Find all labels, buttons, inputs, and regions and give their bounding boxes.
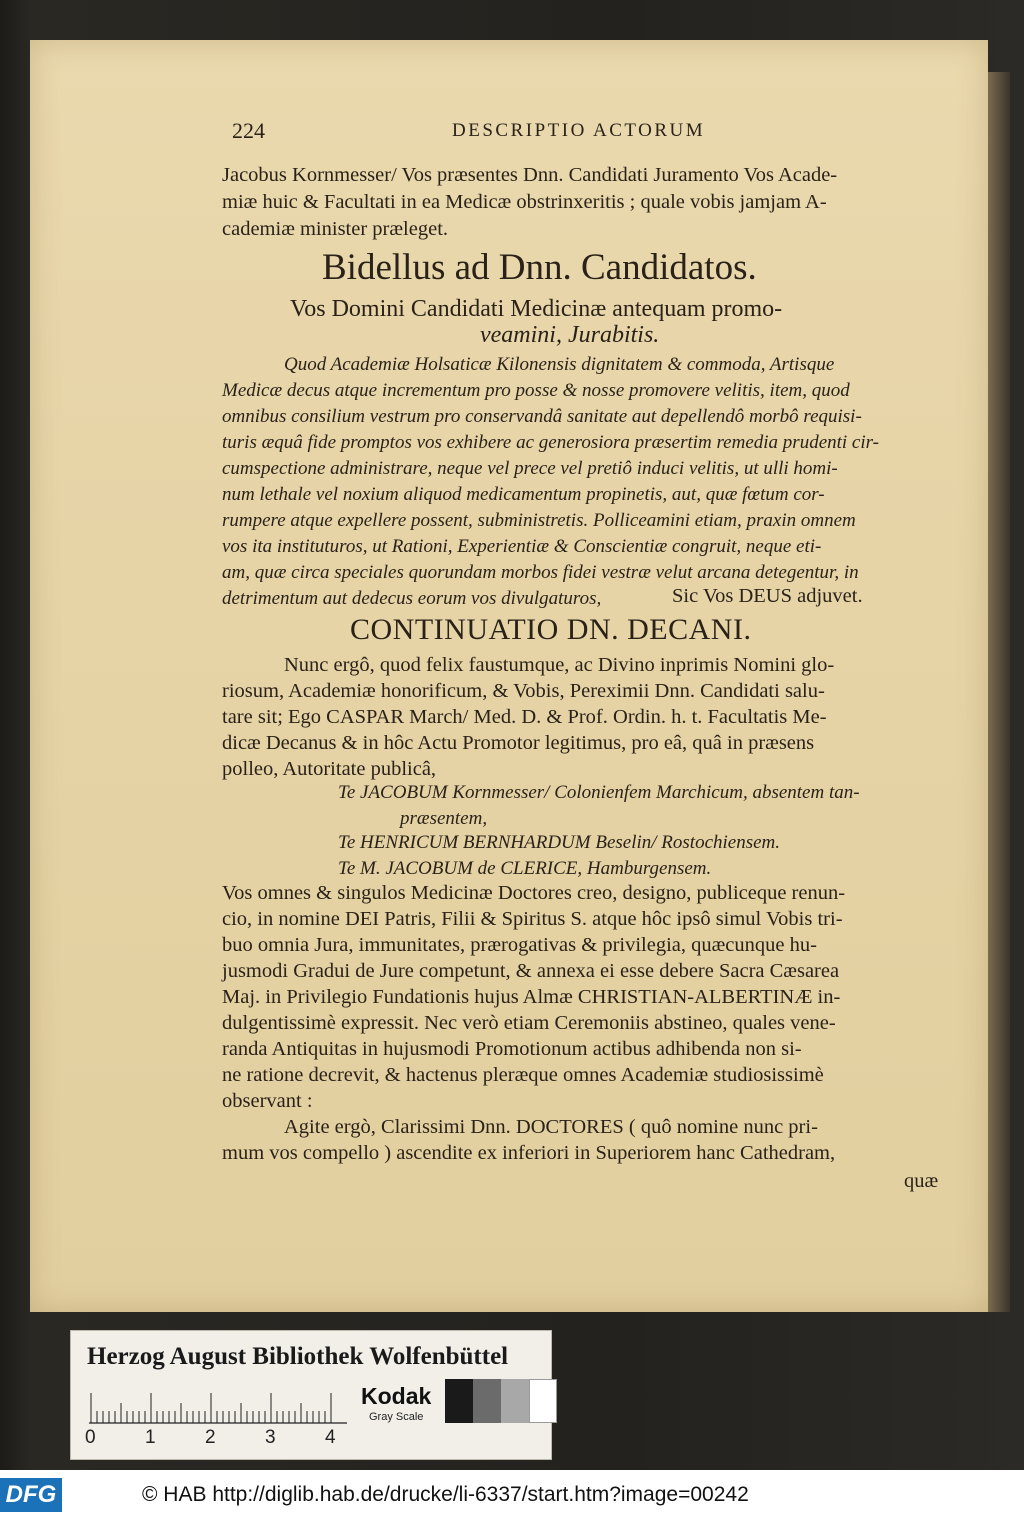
oath-closing: Sic Vos DEUS adjuvet. [672,585,863,607]
section-heading-bidellus: Bidellus ad Dnn. Candidatos. [322,247,757,288]
running-head: DESCRIPTIO ACTORUM [452,120,706,141]
text-line: cio, in nomine DEI Patris, Filii & Spiritus S. atque hôc ipsô simul Vobis tri- [222,908,843,930]
gray-swatch-light [501,1379,529,1423]
subheading-line: Vos Domini Candidati Medicinæ antequam promo- [290,296,783,322]
oath-line: detrimentum aut dedecus eorum vos divulgaturos, [222,588,602,609]
text-line: miæ huic & Facultati in ea Medicæ obstrinxeritis ; quale vobis jamjam A- [222,191,827,213]
text-line: Nunc ergô, quod felix faustumque, ac Divino inprimis Nomini glo- [284,654,835,676]
oath-line: am, quæ circa speciales quorundam morbos fidei vestræ velut arcana detegentur, in [222,562,859,583]
oath-line: turis æquâ fide promptos vos exhibere ac generosiora præsertim remedia prudenti cir- [222,432,879,453]
candidate-name: Te HENRICUM BERNHARDUM Beselin/ Rostochiensem. [338,832,781,853]
oath-line: rumpere atque expellere possent, subministretis. Polliceamini etiam, praxin omnem [222,510,856,531]
text-line: dicæ Decanus & in hôc Actu Promotor legitimus, pro eâ, quâ in præsens [222,732,815,754]
gray-swatch-white [529,1379,557,1423]
text-line: polleo, Autoritate publicâ, [222,758,437,780]
oath-line: num lethale vel noxium aliquod medicamentum propinetis, aut, quæ fœtum cor- [222,484,825,505]
candidate-name: Te M. JACOBUM de CLERICE, Hamburgensem. [338,858,712,879]
library-color-card [70,1330,552,1460]
text-line: cademiæ minister præleget. [222,218,449,240]
text-line: Maj. in Privilegio Fundationis hujus Almæ CHRISTIAN-ALBERTINÆ in- [222,986,841,1008]
ruler-number: 4 [325,1427,336,1448]
copyright-link[interactable]: © HAB http://diglib.hab.de/drucke/li-6337/start.htm?image=00242 [142,1483,749,1506]
subheading-line: veamini, Jurabitis. [480,322,660,348]
oath-line: cumspectione administrare, neque vel prece vel pretiô induci velitis, ut ulli homi- [222,458,838,479]
page-number: 224 [232,118,265,143]
text-line: Vos omnes & singulos Medicinæ Doctores creo, designo, publiceque renun- [222,882,846,904]
library-name: Herzog August Bibliothek Wolfenbüttel [87,1343,509,1370]
ruler-number: 1 [145,1427,156,1448]
text-line: buo omnia Jura, immunitates, prærogativas & privilegia, quæcunque hu- [222,934,817,956]
gray-swatch-black [445,1379,473,1423]
candidate-name: Te JACOBUM Kornmesser/ Colonienfem Marchicum, absentem tan- [338,782,860,803]
text-line: jusmodi Gradui de Jure competunt, & annexa ei esse debere Sacra Cæsarea [222,960,840,982]
ruler-scale [89,1387,349,1427]
text-line: dulgentissimè expressit. Nec verò etiam Ceremoniis abstineo, quales vene- [222,1012,836,1034]
ruler-number: 2 [205,1427,216,1448]
text-line: riosum, Academiæ honorificum, & Vobis, Pereximii Dnn. Candidati salu- [222,680,825,702]
text-line: ne ratione decrevit, & hactenus pleræque omnes Academiæ studiosissimè [222,1064,824,1086]
book-edge [988,72,1010,1312]
catchword: quæ [904,1170,939,1192]
oath-line: vos ita instituturos, ut Rationi, Experientiæ & Conscientiæ congruit, neque eti- [222,536,822,557]
text-line: Jacobus Kornmesser/ Vos præsentes Dnn. Candidati Juramento Vos Acade- [222,164,838,186]
text-line: mum vos compello ) ascendite ex inferiori in Superiorem hanc Cathedram, [222,1142,836,1164]
candidate-name: præsentem, [400,808,488,829]
text-line: tare sit; Ego CASPAR March/ Med. D. & Prof. Ordin. h. t. Facultatis Me- [222,706,827,728]
gray-swatch-dark [473,1379,501,1423]
oath-line: Medicæ decus atque incrementum pro posse & nosse promovere velitis, item, quod [222,380,850,401]
oath-line: omnibus consilium vestrum pro conservandâ sanitate aut depellendô morbô requisi- [222,406,862,427]
ruler-number: 0 [85,1427,96,1448]
ruler-number: 3 [265,1427,276,1448]
gray-scale-label: Gray Scale [369,1411,424,1423]
dfg-logo: DFG [0,1478,62,1512]
section-heading-continuatio: CONTINUATIO DN. DECANI. [350,613,752,646]
text-line: observant : [222,1090,313,1112]
kodak-logo: Kodak [361,1383,432,1409]
text-line: randa Antiquitas in hujusmodi Promotionum actibus adhibenda non si- [222,1038,802,1060]
text-line: Agite ergò, Clarissimi Dnn. DOCTORES ( quô nomine nunc pri- [284,1116,818,1138]
oath-line: Quod Academiæ Holsaticæ Kilonensis dignitatem & commoda, Artisque [284,354,835,375]
